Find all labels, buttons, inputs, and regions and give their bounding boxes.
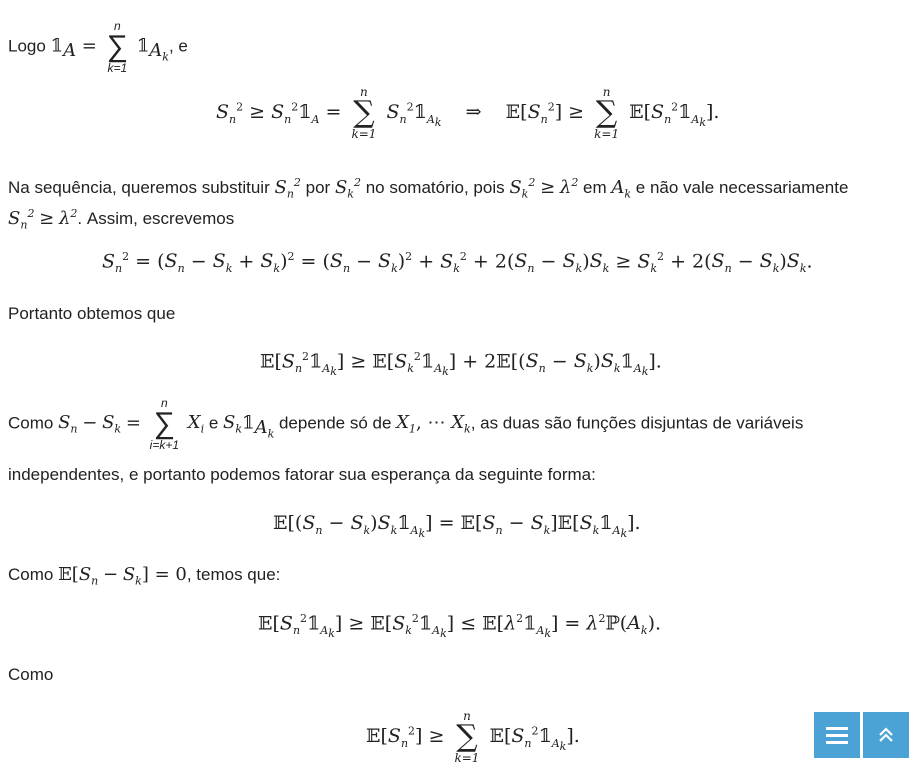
equation-2: $S_n^2 = (S_n - S_k + S_k)^2 = (S_n - S_k)^2 + S_k^2 + 2(S_n - S_k)S_k \ge S_k^2 + 2(S_n - S_k)S_k$. xyxy=(102,250,813,276)
paragraph-como-3: Como xyxy=(8,665,54,684)
paragraph-sequencia-line1: Na sequência, queremos substituir $S_n^2$ por $S_k^2$ no somatório, pois $S_k^2 \ge \lambda^2$ em $A_k$ e não vale necessariamente xyxy=(8,176,849,201)
paragraph-portanto: Portanto obtemos que xyxy=(8,304,176,323)
equation-1: $S_n^2$ ≥ $S_n^2𝟙_A$ = n ∑ k=1 $S_n^2𝟙_{A_k}$ ⇒ $𝔼[S_n^2]$ ≥ n ∑ k=1 $𝔼[S_n^2𝟙_{A_k}]$. xyxy=(216,85,720,141)
equation-5: $𝔼[S_n^2𝟙_{A_k}]$ ≥ $𝔼[S_k^2𝟙_{A_k}]$ ≤ $𝔼[\lambda^2𝟙_{A_k}]$ = $\lambda^2ℙ(A_k)$. xyxy=(258,612,662,641)
paragraph-independentes: independentes, e portanto podemos fatorar sua esperança da seguinte forma: xyxy=(8,465,596,484)
equation-3: $𝔼[S_n^2𝟙_{A_k}]$ ≥ $𝔼[S_k^2𝟙_{A_k}]$ + $2𝔼[(S_n$ − $S_k)S_k𝟙_{A_k}$]. xyxy=(260,350,662,379)
double-chevron-up-icon xyxy=(876,725,896,745)
paragraph-como-1: Como $S_n - S_k$ = n ∑ i=k+1 $X_i$ e $S_k𝟙_{A_k}$ depende só de $X_1$, ⋯ $X_k$, as duas são funções disjuntas de variáveis xyxy=(8,396,804,452)
equation-6: $𝔼[S_n^2]$ ≥ n ∑ k=1 $𝔼[S_n^2𝟙_{A_k}]$. xyxy=(366,709,580,765)
menu-icon xyxy=(826,723,848,748)
scroll-to-top-button[interactable] xyxy=(863,712,909,758)
paragraph-como-2: Como $𝔼[S_n - S_k] = 0$, temos que: xyxy=(8,564,281,588)
paragraph-logo: Logo $𝟙_A$ = n ∑ k=1 $𝟙_{A_k}$, e xyxy=(8,19,188,75)
paragraph-sequencia-line2: $S_n^2 \ge \lambda^2$. Assim, escrevemos xyxy=(8,207,235,232)
menu-button[interactable] xyxy=(814,712,860,758)
equation-4: $𝔼[(S_n$ − $S_k)S_k𝟙_{A_k}$] = $𝔼[S_n$ − $S_k]𝔼[S_k𝟙_{A_k}]$. xyxy=(273,512,641,540)
